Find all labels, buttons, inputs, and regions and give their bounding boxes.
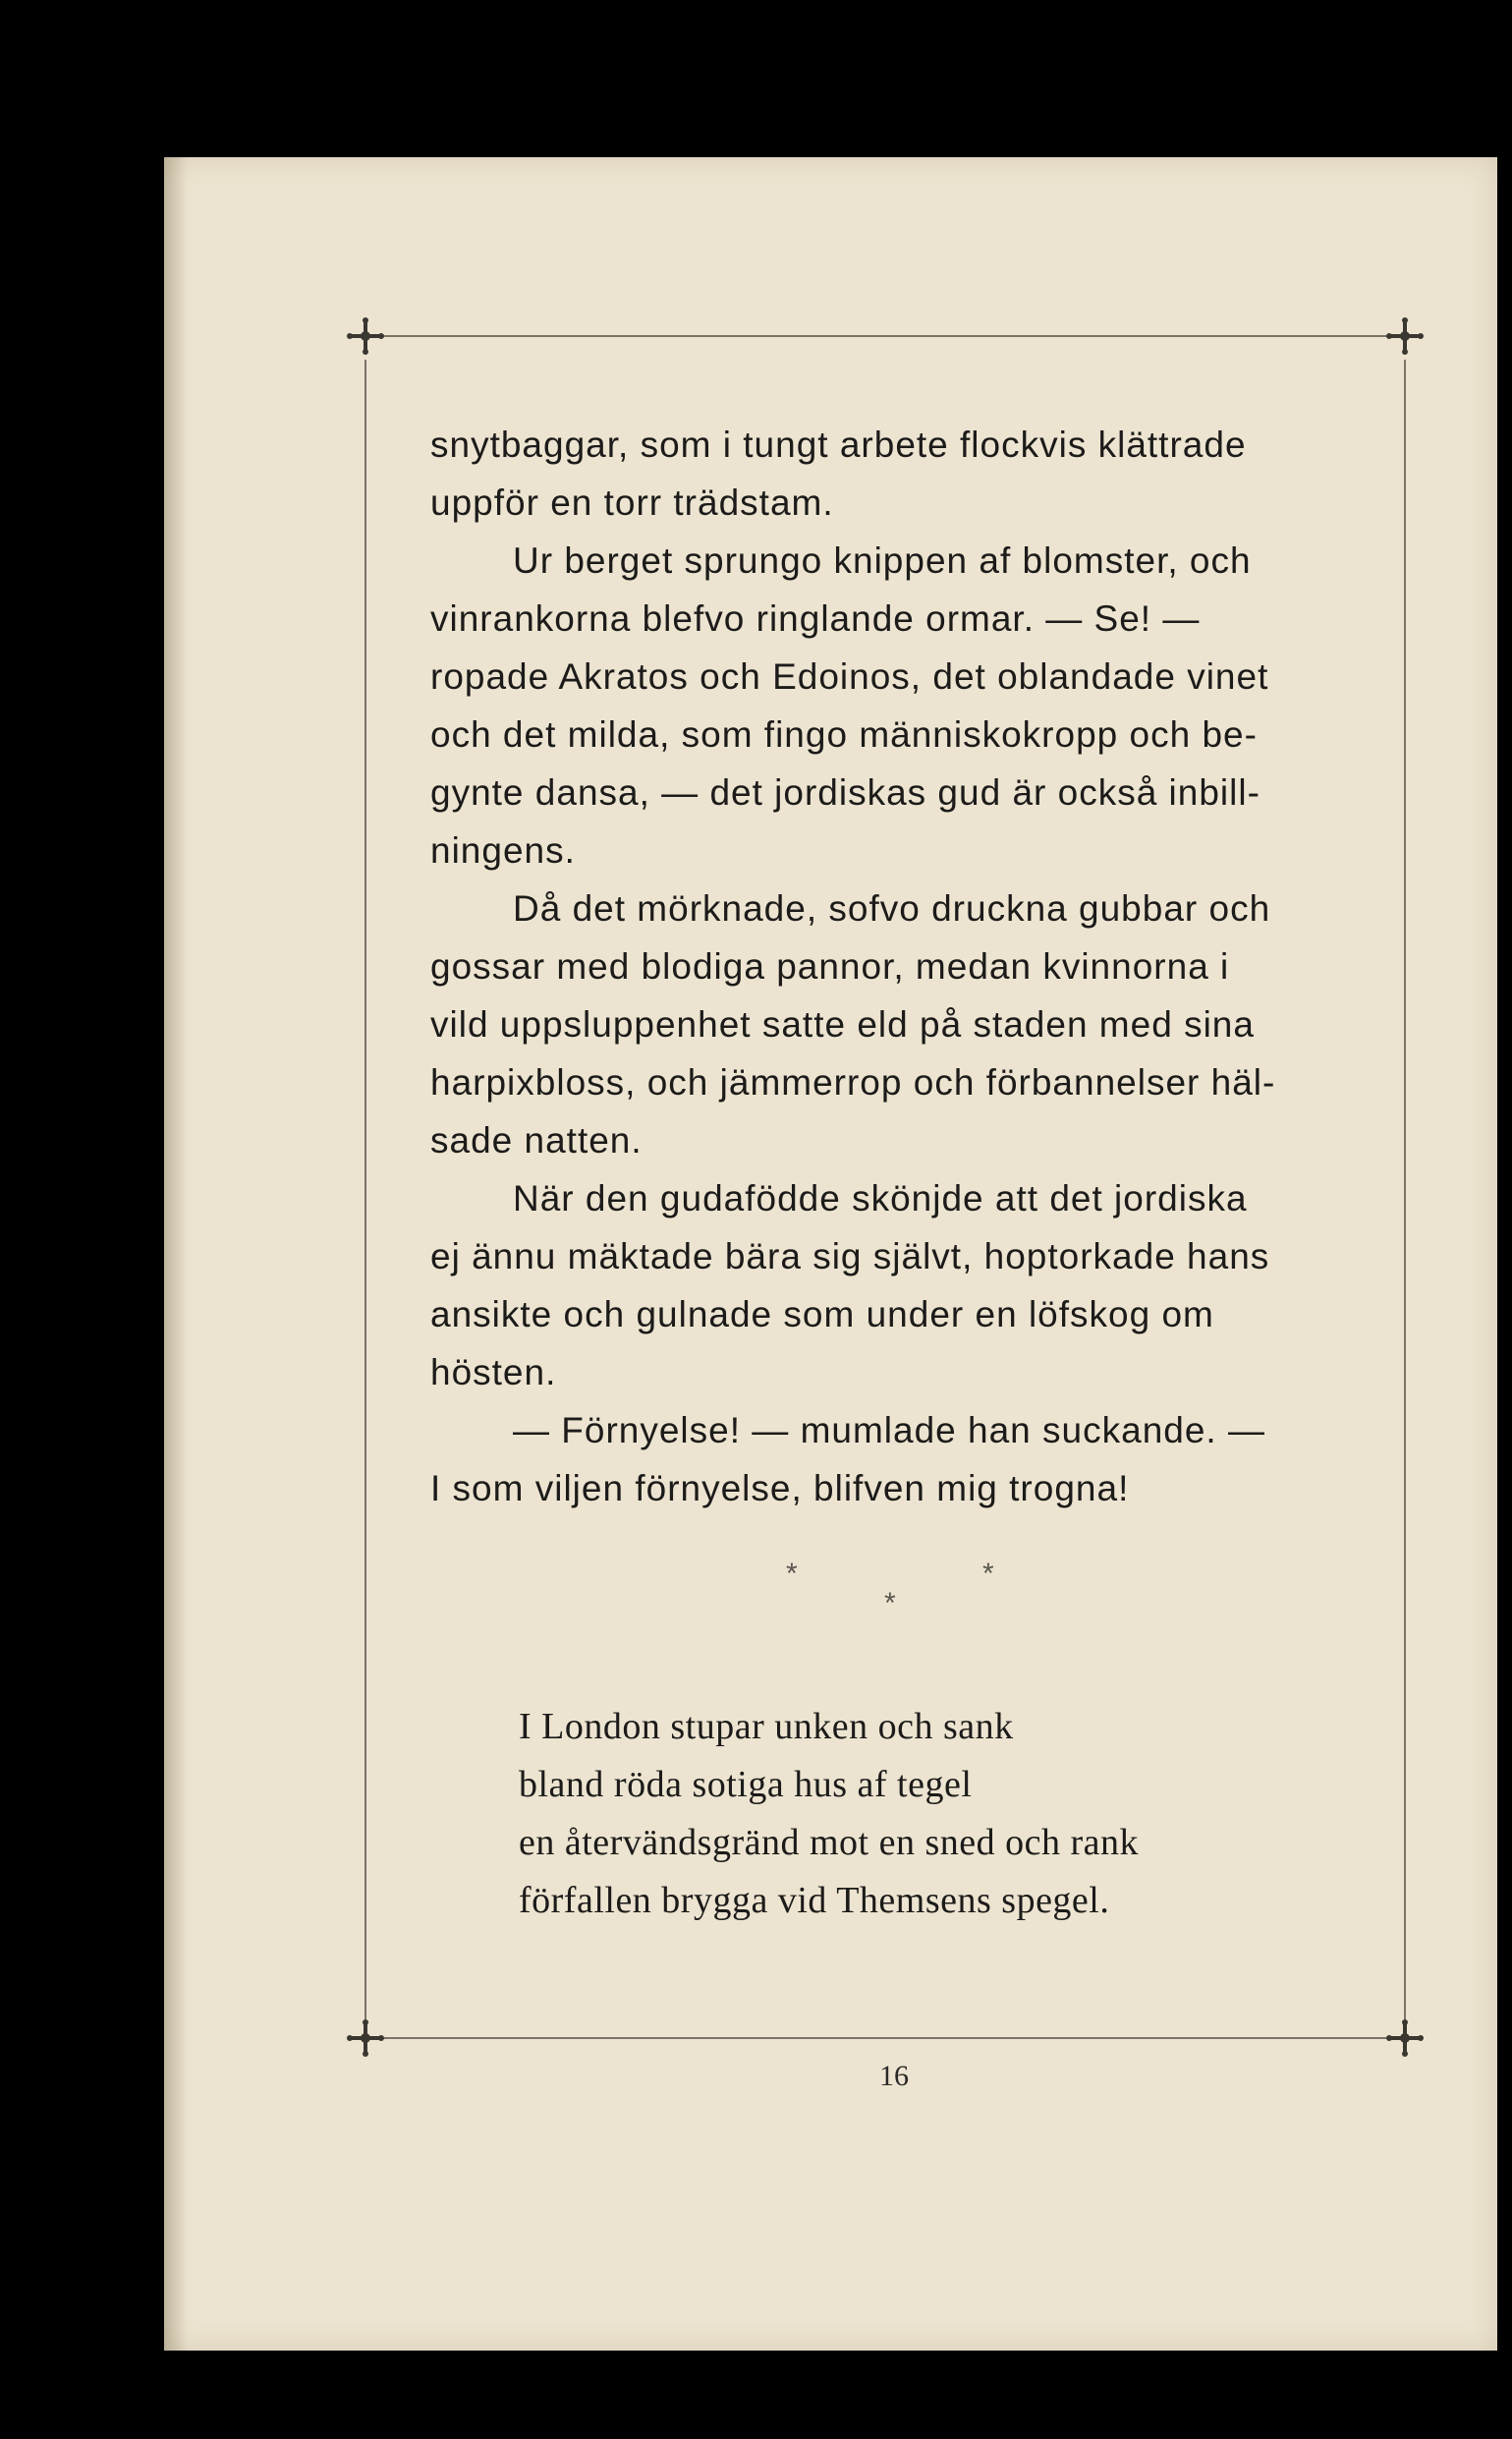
poem-line: en återvändsgränd mot en sned och rank: [519, 1822, 1140, 1863]
text-line: Ur berget sprungo knippen af blomster, och: [513, 540, 1252, 581]
paragraph-2: [430, 532, 1354, 879]
frame-right-line: [1404, 360, 1406, 2020]
text-line: ropade Akratos och Edoinos, det oblandade vinet: [430, 656, 1269, 697]
asterisk-icon: *: [884, 1587, 896, 1619]
poem-line: förfallen brygga vid Themsens spegel.: [519, 1880, 1110, 1921]
paragraph-1: [430, 416, 1354, 532]
text-line: Då det mörknade, sofvo druckna gubbar och: [513, 888, 1271, 929]
poem-stanza: [519, 1698, 1324, 1930]
asterisk-icon: *: [982, 1558, 994, 1590]
paragraph-3: [430, 879, 1354, 1169]
corner-ornament-top-left-icon: [342, 312, 389, 360]
paragraph-5: [430, 1401, 1354, 1517]
text-line: snytbaggar, som i tungt arbete flockvis klättrade: [430, 425, 1247, 465]
page-gutter-shadow: [164, 157, 188, 2351]
corner-ornament-bottom-left-icon: [342, 2014, 389, 2062]
text-line: — Förnyelse! — mumlade han suckande. —: [513, 1410, 1265, 1450]
corner-ornament-bottom-right-icon: [1381, 2014, 1428, 2062]
text-line: ansikte och gulnade som under en löfskog om: [430, 1294, 1214, 1334]
text-line: gossar med blodiga pannor, medan kvinnorna i: [430, 946, 1230, 987]
text-line: uppför en torr trädstam.: [430, 482, 834, 523]
text-line: ej ännu mäktade bära sig självt, hoptorkade hans: [430, 1236, 1270, 1276]
page-number: 16: [879, 2060, 909, 2092]
text-line: hösten.: [430, 1352, 557, 1392]
text-line: I som viljen förnyelse, blifven mig trogna!: [430, 1468, 1130, 1508]
frame-bottom-line: [373, 2037, 1390, 2039]
text-line: harpixbloss, och jämmerrop och förbannelser häl-: [430, 1062, 1276, 1103]
text-line: gynte dansa, — det jordiskas gud är också inbill-: [430, 772, 1260, 813]
corner-ornament-top-right-icon: [1381, 312, 1428, 360]
asterism-divider: [766, 1558, 1022, 1636]
poem-line: bland röda sotiga hus af tegel: [519, 1764, 973, 1805]
prose-text: [430, 416, 1354, 1517]
text-line: sade natten.: [430, 1120, 643, 1161]
frame-left-line: [364, 360, 366, 2020]
paragraph-4: [430, 1169, 1354, 1401]
text-line: vinrankorna blefvo ringlande ormar. — Se! —: [430, 598, 1201, 639]
text-line: och det milda, som fingo människokropp och be-: [430, 714, 1258, 755]
text-line: ningens.: [430, 830, 576, 871]
frame-top-line: [373, 335, 1390, 337]
asterisk-icon: *: [786, 1558, 798, 1590]
text-line: När den gudafödde skönjde att det jordiska: [513, 1178, 1248, 1219]
text-line: vild uppsluppenhet satte eld på staden med sina: [430, 1004, 1255, 1045]
poem-line: I London stupar unken och sank: [519, 1706, 1014, 1747]
